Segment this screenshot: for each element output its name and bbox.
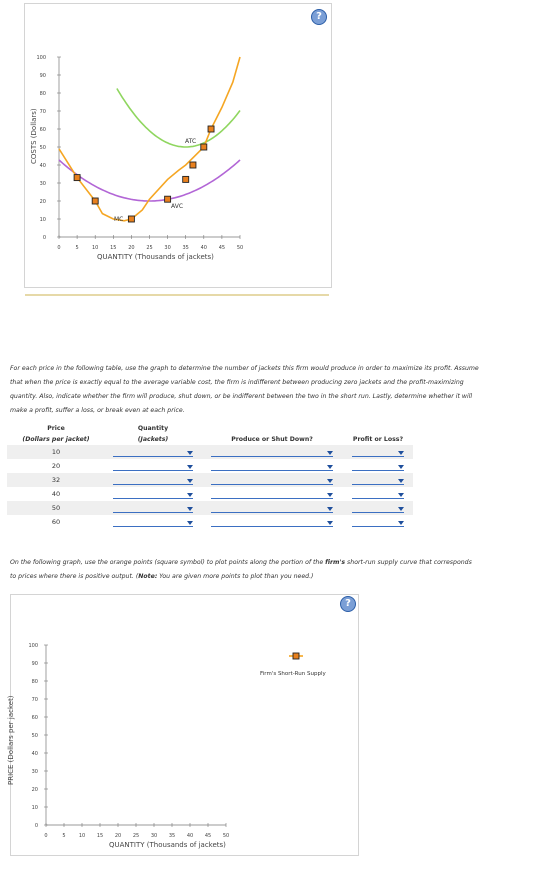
price-cell: 60: [51, 518, 61, 526]
produce-dropdown[interactable]: [211, 489, 333, 499]
price-cell: 10: [7, 445, 105, 459]
x-tick-label: 35: [182, 245, 189, 251]
y-tick-label: 100: [28, 643, 38, 649]
atc-curve: [117, 89, 240, 148]
x-tick-label: 25: [146, 245, 153, 251]
quantity-dropdown[interactable]: [113, 503, 193, 513]
price-cell: 50: [7, 501, 105, 515]
profit-header: Profit or Loss?: [352, 435, 404, 443]
profit-dropdown[interactable]: [352, 447, 404, 457]
atc-label: ATC: [185, 138, 197, 145]
section-divider: [25, 294, 329, 296]
chevron-down-icon: [398, 507, 404, 511]
quantity-header: Quantity: [137, 424, 169, 432]
chevron-down-icon: [327, 465, 333, 469]
x-tick-label: 45: [204, 833, 212, 839]
produce-dropdown[interactable]: [211, 503, 333, 513]
x-tick-label: 15: [96, 833, 104, 839]
x-tick-label: 0: [44, 833, 48, 839]
x-tick-label: 35: [168, 833, 176, 839]
y-tick-label: 100: [36, 55, 46, 61]
profit-dropdown[interactable]: [352, 475, 404, 485]
y-tick-label: 60: [31, 715, 38, 721]
y-tick-label: 30: [39, 181, 46, 187]
instruction-line: quantity. Also, indicate whether the firm will produce, shut down, or be indifferent between the two in the short run. Lastly, determine whether it will: [10, 393, 473, 400]
x-tick-label: 5: [75, 245, 79, 251]
x-tick-label: 30: [164, 245, 171, 251]
supply-y-axis-label: PRICE (Dollars per jacket): [7, 695, 15, 785]
help-icon[interactable]: ?: [311, 9, 327, 25]
supply-x-axis-label: QUANTITY (Thousands of jackets): [109, 841, 226, 849]
cost-y-axis-label: COSTS (Dollars): [30, 108, 38, 164]
table-row: [7, 487, 413, 501]
y-tick-label: 40: [31, 751, 38, 757]
x-tick-label: 25: [132, 833, 140, 839]
mc-point-marker: [183, 176, 189, 182]
y-tick-label: 90: [31, 661, 38, 667]
y-tick-label: 80: [31, 679, 38, 685]
y-tick-label: 80: [39, 91, 46, 97]
chevron-down-icon: [327, 507, 333, 511]
chevron-down-icon: [327, 521, 333, 525]
x-tick-label: 30: [150, 833, 158, 839]
x-tick-label: 5: [62, 833, 66, 839]
profit-dropdown[interactable]: [352, 461, 404, 471]
y-tick-label: 10: [39, 217, 46, 223]
produce-dropdown[interactable]: [211, 461, 333, 471]
price-cell: 20: [51, 462, 61, 470]
y-tick-label: 50: [31, 733, 38, 739]
help-icon[interactable]: ?: [340, 596, 356, 612]
supply-instructions: On the following graph, use the orange points (square symbol) to plot points along the portion of the firm's short-run supply curve that corresponds to prices where there is positive output. (Note: You are given more points to plot than you need.): [10, 559, 472, 580]
y-tick-label: 40: [39, 163, 46, 169]
produce-dropdown[interactable]: [211, 517, 333, 527]
chevron-down-icon: [187, 493, 193, 497]
x-tick-label: 50: [236, 245, 244, 251]
mc-point-marker: [165, 196, 171, 202]
instructions: [10, 362, 550, 418]
chevron-down-icon: [187, 507, 193, 511]
y-tick-label: 30: [31, 769, 38, 775]
price-cell: 40: [51, 490, 61, 498]
y-tick-label: 10: [31, 805, 38, 811]
mc-point-marker: [190, 162, 196, 168]
y-tick-label: 0: [34, 823, 38, 829]
x-tick-label: 10: [92, 245, 99, 251]
supply-graph-panel: [7, 594, 359, 856]
instruction-line: that when the price is exactly equal to the average variable cost, the firm is indifferent between producing zero jackets and the profit-maximizing: [10, 379, 464, 386]
table-row: [7, 473, 413, 487]
chevron-down-icon: [327, 451, 333, 455]
table-row: [7, 515, 413, 529]
mc-curve: [59, 57, 240, 221]
cost-x-axis-label: QUANTITY (Thousands of jackets): [97, 253, 214, 261]
x-tick-label: 20: [114, 833, 122, 839]
y-tick-label: 70: [31, 697, 38, 703]
avc-curve: [59, 160, 240, 201]
chevron-down-icon: [327, 479, 333, 483]
table-row: [7, 501, 413, 515]
answer-table: [7, 423, 413, 529]
y-tick-label: 50: [39, 145, 46, 151]
mc-point-marker: [201, 144, 207, 150]
chevron-down-icon: [187, 465, 193, 469]
produce-header: Produce or Shut Down?: [231, 435, 313, 443]
x-tick-label: 40: [186, 833, 194, 839]
mc-label: MC: [114, 216, 124, 223]
chevron-down-icon: [398, 465, 404, 469]
price-subheader: (Dollars per jacket): [22, 435, 90, 443]
quantity-dropdown[interactable]: [113, 461, 193, 471]
y-tick-label: 70: [39, 109, 46, 115]
x-tick-label: 10: [78, 833, 86, 839]
y-tick-label: 20: [31, 787, 38, 793]
chevron-down-icon: [327, 493, 333, 497]
produce-dropdown[interactable]: [211, 475, 333, 485]
x-tick-label: 15: [110, 245, 117, 251]
price-header: Price: [47, 424, 65, 432]
produce-dropdown[interactable]: [211, 447, 333, 457]
mc-point-marker: [208, 126, 214, 132]
instruction-line: For each price in the following table, use the graph to determine the number of jackets this firm would produce in order to maximize its profit. Assume: [10, 365, 479, 372]
quantity-subheader: (Jackets): [137, 435, 169, 443]
price-cell: 32: [7, 473, 105, 487]
x-tick-label: 0: [57, 245, 61, 251]
quantity-dropdown[interactable]: [113, 447, 193, 457]
cost-graph[interactable]: [0, 0, 552, 300]
y-tick-label: 90: [39, 73, 46, 79]
x-tick-label: 20: [128, 245, 135, 251]
quantity-dropdown[interactable]: [113, 517, 193, 527]
chevron-down-icon: [398, 493, 404, 497]
avc-label: AVC: [171, 203, 184, 210]
instruction-line: make a profit, suffer a loss, or break even at each price.: [10, 407, 185, 414]
profit-dropdown[interactable]: [352, 503, 404, 513]
y-tick-label: 0: [42, 235, 46, 241]
table-row: [7, 445, 413, 459]
quantity-dropdown[interactable]: [113, 475, 193, 485]
supply-legend-label: Firm's Short-Run Supply: [260, 671, 326, 677]
mc-point-marker: [92, 198, 98, 204]
x-tick-label: 40: [200, 245, 207, 251]
chevron-down-icon: [398, 451, 404, 455]
x-tick-label: 50: [222, 833, 230, 839]
x-tick-label: 45: [218, 245, 226, 251]
chevron-down-icon: [398, 521, 404, 525]
profit-dropdown[interactable]: [352, 489, 404, 499]
table-row: [7, 459, 413, 473]
mc-point-marker: [128, 216, 134, 222]
chevron-down-icon: [187, 479, 193, 483]
chevron-down-icon: [187, 451, 193, 455]
chevron-down-icon: [398, 479, 404, 483]
mc-point-marker: [74, 175, 80, 181]
profit-dropdown[interactable]: [352, 517, 404, 527]
quantity-dropdown[interactable]: [113, 489, 193, 499]
y-tick-label: 60: [39, 127, 46, 133]
y-tick-label: 20: [39, 199, 46, 205]
chevron-down-icon: [187, 521, 193, 525]
